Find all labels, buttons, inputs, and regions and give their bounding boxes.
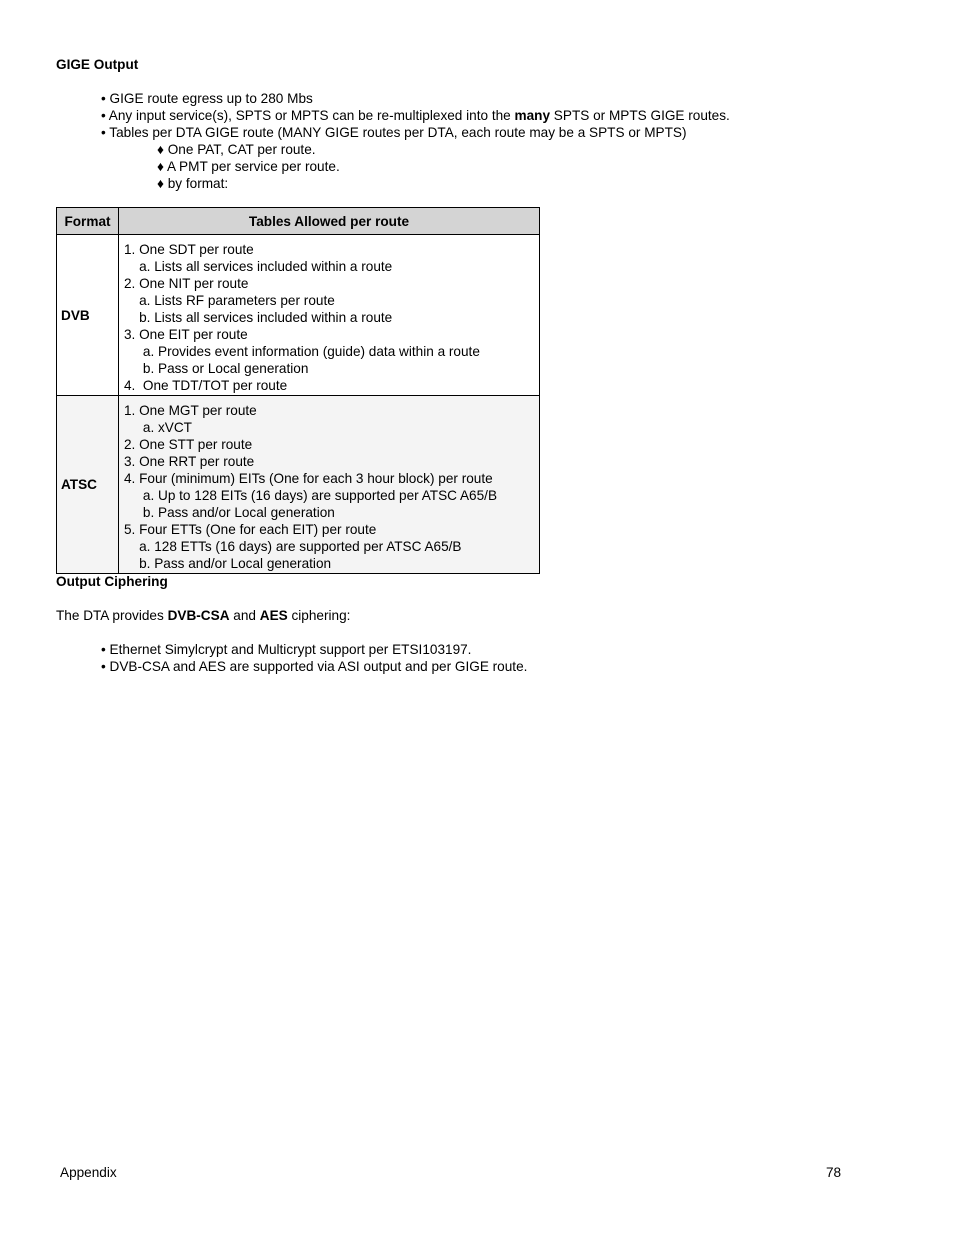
table-header-row — [57, 208, 540, 235]
sub-bullet-item — [157, 175, 228, 192]
sub-bullet-item — [157, 158, 340, 175]
table-line: 1. One MGT per route — [124, 402, 257, 418]
tables-allowed-table — [56, 207, 540, 574]
bullet-text-bold: many — [514, 108, 551, 123]
tables-cell-atsc — [119, 396, 540, 574]
bullet-marker: • — [101, 642, 106, 657]
footer-section-name: Appendix — [60, 1165, 117, 1180]
bullet-item — [101, 641, 471, 658]
intro-bold-dvb-csa: DVB-CSA — [167, 608, 230, 623]
table-line: 2. One STT per route — [124, 436, 253, 452]
table-row-atsc — [57, 396, 540, 574]
table-line: b. Lists all services included within a route — [124, 309, 393, 325]
table-line: 5. Four ETTs (One for each EIT) per route — [124, 521, 377, 537]
bullet-text: Ethernet Simylcrypt and Multicrypt support per ETSI103197. — [109, 642, 472, 657]
ciphering-title: Output Ciphering — [56, 574, 168, 589]
bullet-text: GIGE route egress up to 280 Mbs — [109, 91, 313, 106]
table-line: a. Lists RF parameters per route — [124, 292, 335, 308]
diamond-icon: ♦ — [157, 159, 164, 174]
bullet-text-post: SPTS or MPTS GIGE routes. — [550, 108, 730, 123]
bullet-text-pre: Any input service(s), SPTS or MPTS can be re-multiplexed into the — [108, 108, 515, 123]
bullet-marker: • — [101, 125, 106, 140]
table-line: b. Pass and/or Local generation — [124, 555, 332, 571]
sub-bullet-text: One PAT, CAT per route. — [167, 142, 316, 157]
intro-text-mid: and — [229, 608, 260, 623]
table-line: a. Up to 128 EITs (16 days) are supported per ATSC A65/B — [124, 487, 498, 503]
diamond-icon: ♦ — [157, 176, 164, 191]
bullet-marker: • — [101, 659, 106, 674]
bullet-text: DVB-CSA and AES are supported via ASI output and per GIGE route. — [109, 659, 528, 674]
table-line: b. Pass or Local generation — [124, 360, 309, 376]
bullet-item — [101, 107, 730, 124]
table-line: 4. Four (minimum) EITs (One for each 3 hour block) per route — [124, 470, 493, 486]
sub-bullet-text: A PMT per service per route. — [166, 159, 340, 174]
table-line: 2. One NIT per route — [124, 275, 249, 291]
bullet-text: Tables per DTA GIGE route (MANY GIGE routes per DTA, each route may be a SPTS or MPTS) — [109, 125, 687, 140]
table-row-dvb — [57, 235, 540, 396]
tables-cell-dvb — [119, 235, 540, 396]
bullet-item — [101, 658, 527, 675]
table-line: a. Provides event information (guide) data within a route — [124, 343, 480, 359]
table-line: 3. One EIT per route — [124, 326, 248, 342]
diamond-icon: ♦ — [157, 142, 164, 157]
header-format: Format — [57, 208, 119, 235]
table-line: b. Pass and/or Local generation — [124, 504, 335, 520]
table-line: a. Lists all services included within a route — [124, 258, 393, 274]
header-tables-allowed: Tables Allowed per route — [119, 208, 540, 235]
bullet-marker: • — [101, 108, 106, 123]
format-cell-dvb: DVB — [57, 235, 119, 396]
ciphering-bullet-list — [101, 641, 801, 681]
bullet-item — [101, 90, 313, 107]
footer-page-number: 78 — [826, 1165, 842, 1180]
table-line: 1. One SDT per route — [124, 241, 254, 257]
ciphering-intro — [56, 608, 350, 623]
intro-bold-aes: AES — [259, 608, 288, 623]
sub-bullet-text: by format: — [167, 176, 229, 191]
format-cell-atsc: ATSC — [57, 396, 119, 574]
bullet-item — [101, 124, 686, 141]
sub-bullet-item — [157, 141, 316, 158]
table-line: 4. One TDT/TOT per route — [124, 377, 288, 393]
intro-text-pre: The DTA provides — [56, 608, 168, 623]
table-line: a. 128 ETTs (16 days) are supported per ATSC A65/B — [124, 538, 462, 554]
table-line: a. xVCT — [124, 419, 192, 435]
intro-text-post: ciphering: — [287, 608, 351, 623]
sub-bullet-list — [157, 141, 657, 201]
table-line: 3. One RRT per route — [124, 453, 255, 469]
bullet-marker: • — [101, 91, 106, 106]
section-title: GIGE Output — [56, 57, 139, 72]
